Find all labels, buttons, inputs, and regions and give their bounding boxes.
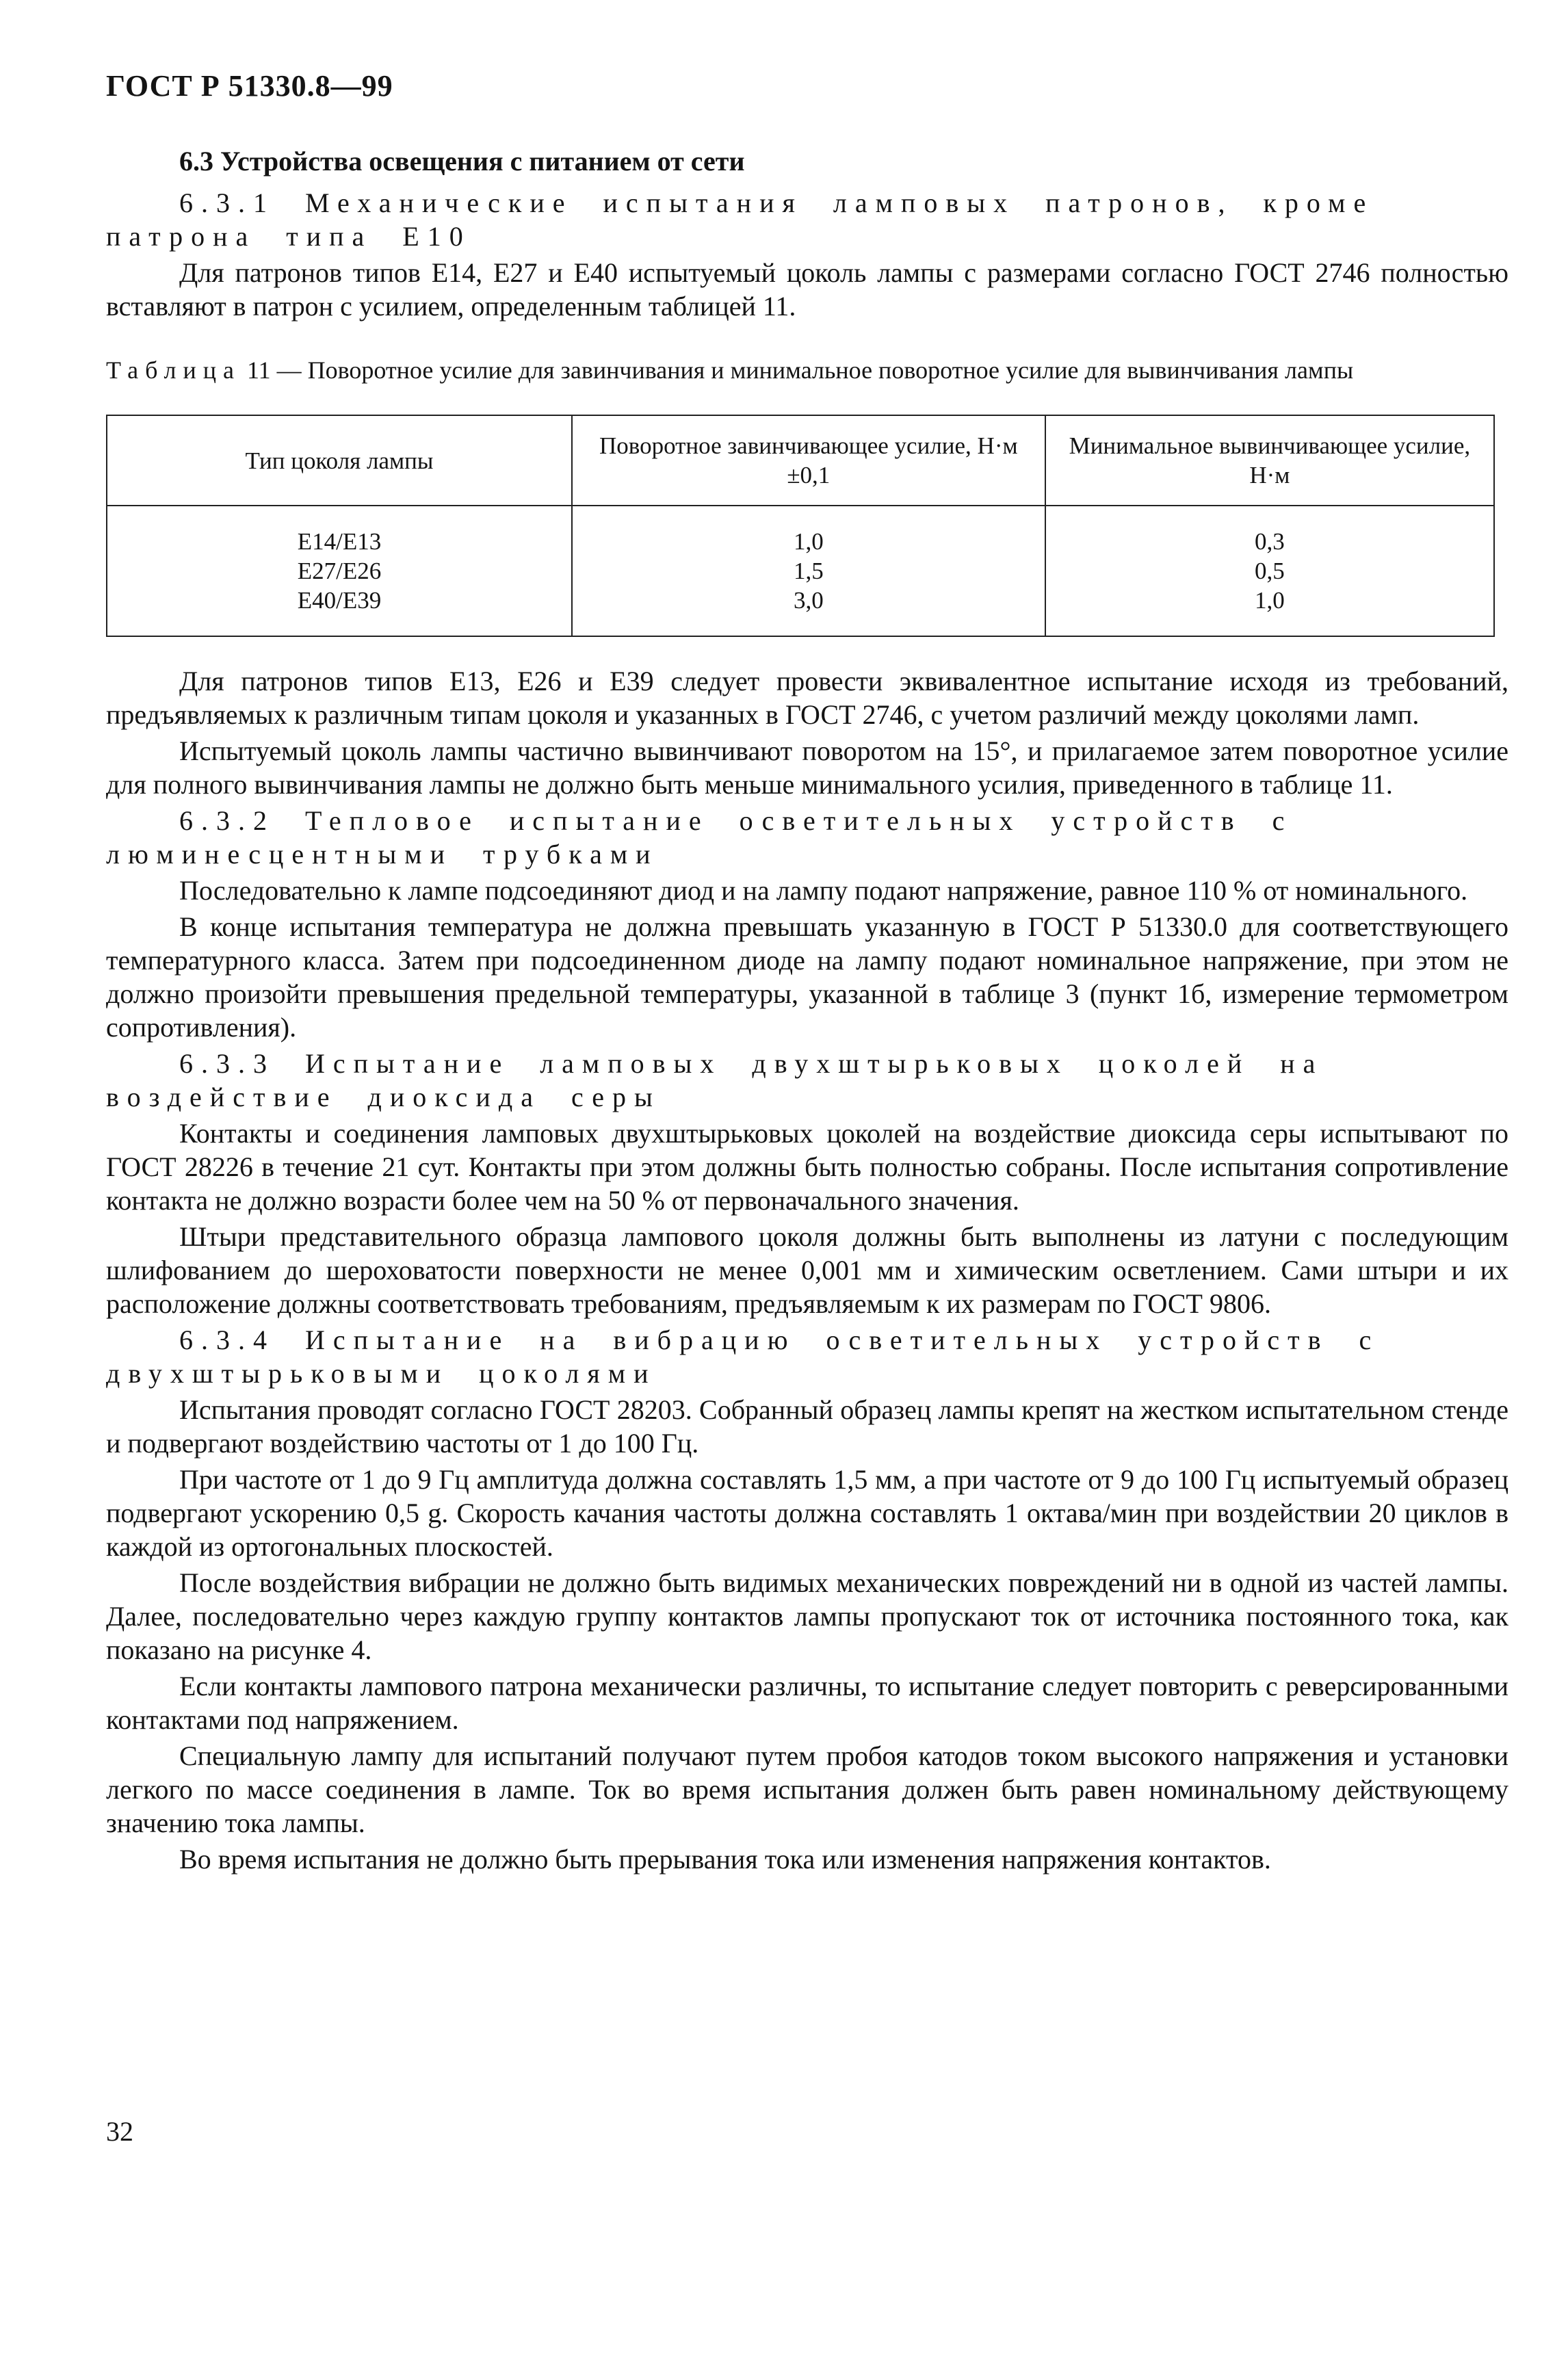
paragraph: При частоте от 1 до 9 Гц амплитуда должна составлять 1,5 мм, а при частоте от 9 до 100 Гц испытуемый образец подвергают ускорению 0,5 g. Скорость качания частоты должна составлять 1 октава/мин при воздействии 20 циклов в каждой из ортогональных плоскостей. <box>106 1464 1508 1562</box>
paragraph: Специальную лампу для испытаний получают путем пробоя катодов током высокого напряжения и установки легкого по массе соединения в лампе. Ток во время испытания должен быть равен номинальному действующему значению тока лампы. <box>106 1740 1508 1838</box>
table-value: Е40/Е39 <box>297 587 382 614</box>
document-body <box>106 186 1508 1879</box>
table-header-cell: Поворотное завинчивающее усилие, Н·м ±0,1 <box>572 415 1045 506</box>
table-value: Е27/Е26 <box>297 558 382 584</box>
table-value: 1,0 <box>1254 587 1285 614</box>
table-header-cell: Минимальное вывинчивающее усилие, Н·м <box>1045 415 1494 506</box>
table-value: Е14/Е13 <box>297 528 382 555</box>
paragraph: Испытания проводят согласно ГОСТ 28203. Собранный образец лампы крепят на жестком испытательном стенде и подвергают воздействию частоты от 1 до 100 Гц. <box>106 1394 1508 1459</box>
table-header-cell: Тип цоколя лампы <box>107 415 572 506</box>
table-cell-unscrew-torque <box>1045 506 1494 636</box>
table-caption-lead: Таблица <box>106 356 241 384</box>
table-value: 0,3 <box>1254 528 1285 555</box>
document-header: ГОСТ Р 51330.8—99 <box>106 69 393 103</box>
subsection-heading-6-3-2: 6.3.2 Тепловое испытание осветительных устройств с люминесцентными трубками <box>106 805 1293 870</box>
subsection-heading-6-3-1: 6.3.1 Механические испытания ламповых патронов, кроме патрона типа Е10 <box>106 187 1374 252</box>
table-header-row <box>107 415 1494 506</box>
table-caption-text: 11 — Поворотное усилие для завинчивания и минимальное поворотное усилие для вывинчивания лампы <box>246 356 1354 384</box>
paragraph: В конце испытания температура не должна превышать указанную в ГОСТ Р 51330.0 для соответствующего температурного класса. Затем при подсоединенном диоде на лампу подают номинальное напряжение, при этом не должно произойти превышения предельной температуры, указанной в таблице 3 (пункт 1б, измерение термометром сопротивления). <box>106 911 1508 1043</box>
table-cell-screw-torque <box>572 506 1045 636</box>
page-number: 32 <box>106 2116 133 2147</box>
table-cell-base-type <box>107 506 572 636</box>
table-body-row <box>107 506 1494 636</box>
table-value: 1,0 <box>793 528 824 555</box>
paragraph: Для патронов типов Е13, Е26 и Е39 следует провести эквивалентное испытание исходя из требований, предъявляемых к различным типам цоколя и указанных в ГОСТ 2746, с учетом различий между цоколями ламп. <box>106 666 1508 730</box>
paragraph: Во время испытания не должно быть прерывания тока или изменения напряжения контактов. <box>179 1844 1271 1875</box>
table-value: 1,5 <box>793 558 824 584</box>
paragraph: Штыри представительного образца лампового цоколя должны быть выполнены из латуни с последующим шлифованием до шероховатости поверхности не менее 0,001 мм и химическим осветлением. Сами штыри и их расположение должны соответствовать требованиям, предъявляемым к их размерам по ГОСТ 9806. <box>106 1221 1508 1319</box>
torque-table <box>106 415 1495 637</box>
table-value: 3,0 <box>793 587 824 614</box>
table-caption <box>106 354 1508 386</box>
table-value: 0,5 <box>1254 558 1285 584</box>
paragraph: Если контакты лампового патрона механически различны, то испытание следует повторить с реверсированными контактами под напряжением. <box>106 1671 1508 1735</box>
paragraph: После воздействия вибрации не должно быть видимых механических повреждений ни в одной из частей лампы. Далее, последовательно через каждую группу контактов лампы пропускают ток от источника постоянного тока, как показано на рисунке 4. <box>106 1567 1508 1665</box>
subsection-heading-6-3-3: 6.3.3 Испытание ламповых двухштырьковых цоколей на воздействие диоксида серы <box>106 1048 1324 1112</box>
paragraph: Испытуемый цоколь лампы частично вывинчивают поворотом на 15°, и прилагаемое затем поворотное усилие для полного вывинчивания лампы не должно быть меньше минимального усилия, приведенного в таблице 11. <box>106 735 1508 800</box>
paragraph: Последовательно к лампе подсоединяют диод и на лампу подают напряжение, равное 110 % от номинального. <box>179 875 1468 906</box>
paragraph: Для патронов типов Е14, Е27 и Е40 испытуемый цоколь лампы с размерами согласно ГОСТ 2746 полностью вставляют в патрон с усилием, определенным таблицей 11. <box>106 257 1508 322</box>
subsection-heading-6-3-4: 6.3.4 Испытание на вибрацию осветительных устройств с двухштырьковыми цоколями <box>106 1324 1380 1389</box>
section-title: 6.3 Устройства освещения с питанием от сети <box>179 146 745 177</box>
paragraph: Контакты и соединения ламповых двухштырьковых цоколей на воздействие диоксида серы испытывают по ГОСТ 28226 в течение 21 сут. Контакты при этом должны быть полностью собраны. После испытания сопротивление контакта не должно возрасти более чем на 50 % от первоначального значения. <box>106 1118 1508 1216</box>
